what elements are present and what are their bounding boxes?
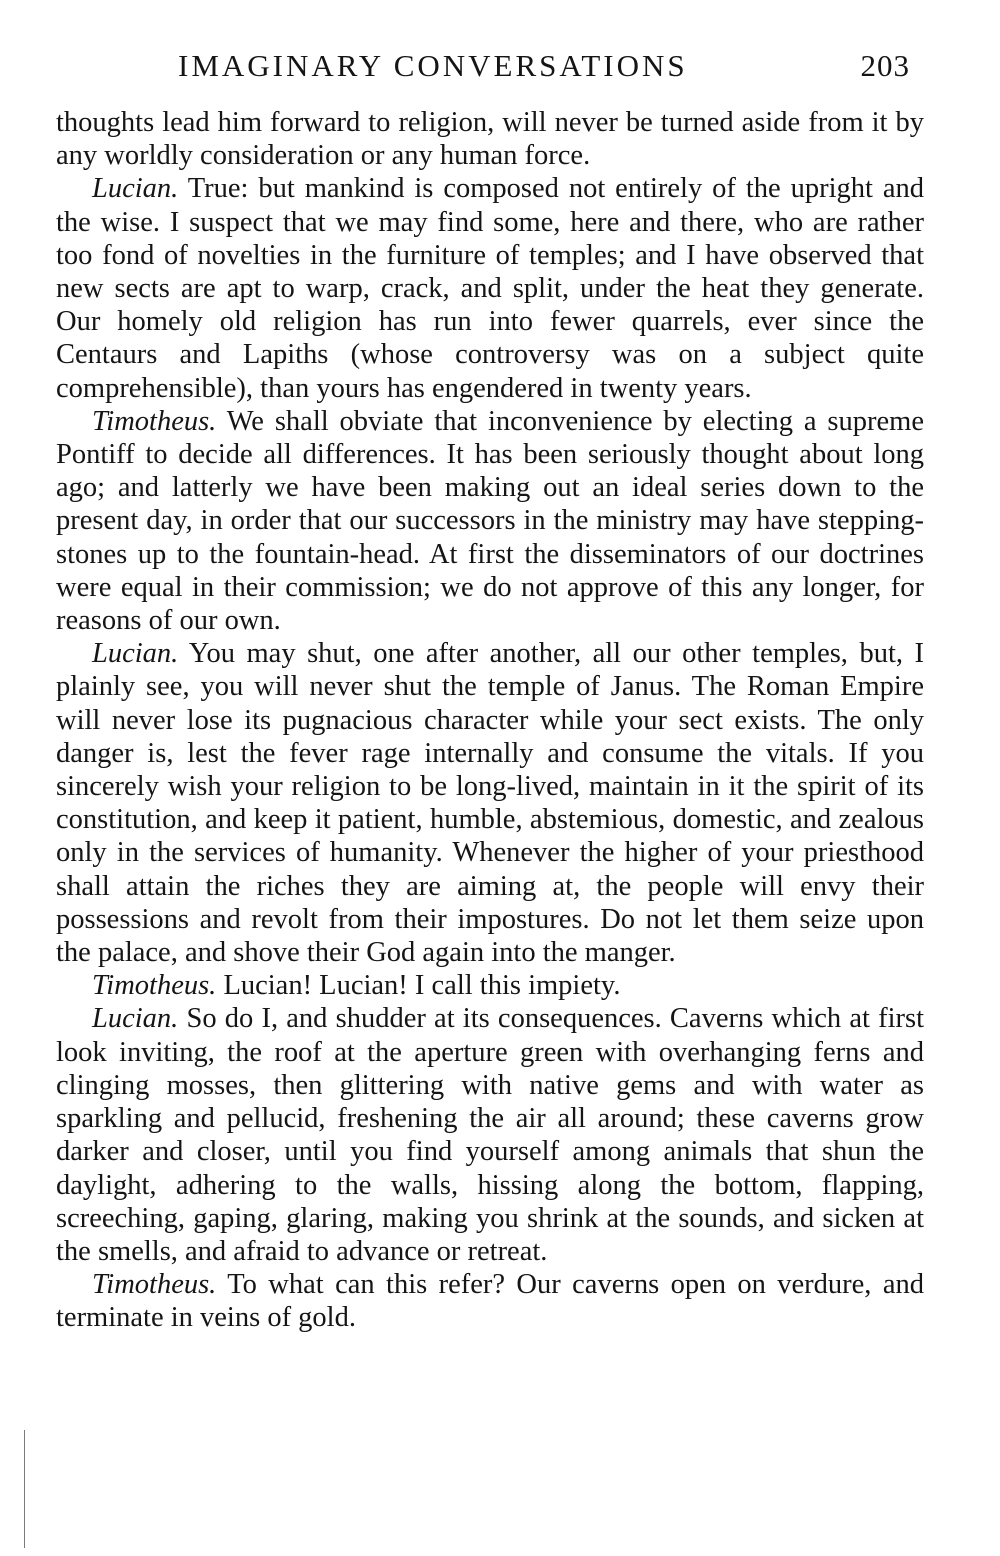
speaker-name: Lucian.: [92, 1003, 179, 1035]
paragraph-text: True: but mankind is composed not entirely of the upright and the wise. I suspect that we may find some, here and there, who are rather too fond of novelties in the furniture of temples; and I have observed that new sects are apt to warp, crack, and split, under the heat they generate. Our homely old religion has run into fewer quarrels, ever since the Centaurs and Lapiths (whose controversy was on a subject quite comprehensible), than yours has engendered in twenty years.: [56, 173, 924, 404]
page-number: 203: [860, 48, 910, 83]
running-header: [150, 48, 910, 88]
dialogue-paragraph: [56, 969, 924, 1002]
scan-margin-line: [24, 1430, 25, 1548]
dialogue-paragraph: [56, 637, 924, 969]
speaker-name: Timotheus.: [92, 405, 217, 437]
speaker-name: Lucian.: [92, 173, 179, 205]
speaker-name: Timotheus.: [92, 1269, 217, 1301]
paragraph-continuation: [56, 106, 924, 172]
dialogue-paragraph: [56, 1002, 924, 1268]
paragraph-text: To what can this refer? Our caverns open on verdure, and terminate in veins of gold.: [56, 1269, 924, 1334]
dialogue-paragraph: [56, 172, 924, 404]
paragraph-text: Lucian! Lucian! I call this impiety.: [223, 970, 621, 1002]
paragraph-text: You may shut, one after another, all our other temples, but, I plainly see, you will never shut the temple of Janus. The Roman Empire will never lose its pugnacious character while your sect exists. The only danger is, lest the fever rage internally and consume the vitals. If you sincerely wish your religion to be long-lived, maintain in it the spirit of its constitution, and keep it patient, humble, abstemious, domestic, and zealous only in the services of humanity. Whenever the higher of your priesthood shall attain the riches they are aiming at, the people will envy their possessions and revolt from their impostures. Do not let them seize upon the palace, and shove their God again into the manger.: [56, 638, 924, 969]
body-text: [56, 106, 924, 1335]
dialogue-paragraph: [56, 1268, 924, 1334]
dialogue-paragraph: [56, 405, 924, 637]
speaker-name: Timotheus.: [92, 970, 217, 1002]
paragraph-text: So do I, and shudder at its consequences. Caverns which at first look inviting, the roof at the aperture green with overhanging ferns and clinging mosses, then glittering with native gems and with water as sparkling and pellucid, freshening the air all around; these caverns grow darker and closer, until you find yourself among animals that shun the daylight, adhering to the walls, hissing along the bottom, flapping, screeching, gaping, glaring, making you shrink at the sounds, and sicken at the smells, and afraid to advance or retreat.: [56, 1003, 925, 1267]
paragraph-text: thoughts lead him forward to religion, will never be turned aside from it by any worldly consideration or any human force.: [56, 107, 924, 172]
speaker-name: Lucian.: [92, 638, 179, 670]
paragraph-text: We shall obviate that inconvenience by electing a supreme Pontiff to decide all differences. It has been seriously thought about long ago; and latterly we have been making out an ideal series down to the present day, in order that our successors in the ministry may have stepping-stones up to the fountain-head. At first the disseminators of our doctrines were equal in their commission; we do not approve of this any longer, for reasons of our own.: [56, 405, 924, 637]
running-title: IMAGINARY CONVERSATIONS: [178, 48, 688, 83]
